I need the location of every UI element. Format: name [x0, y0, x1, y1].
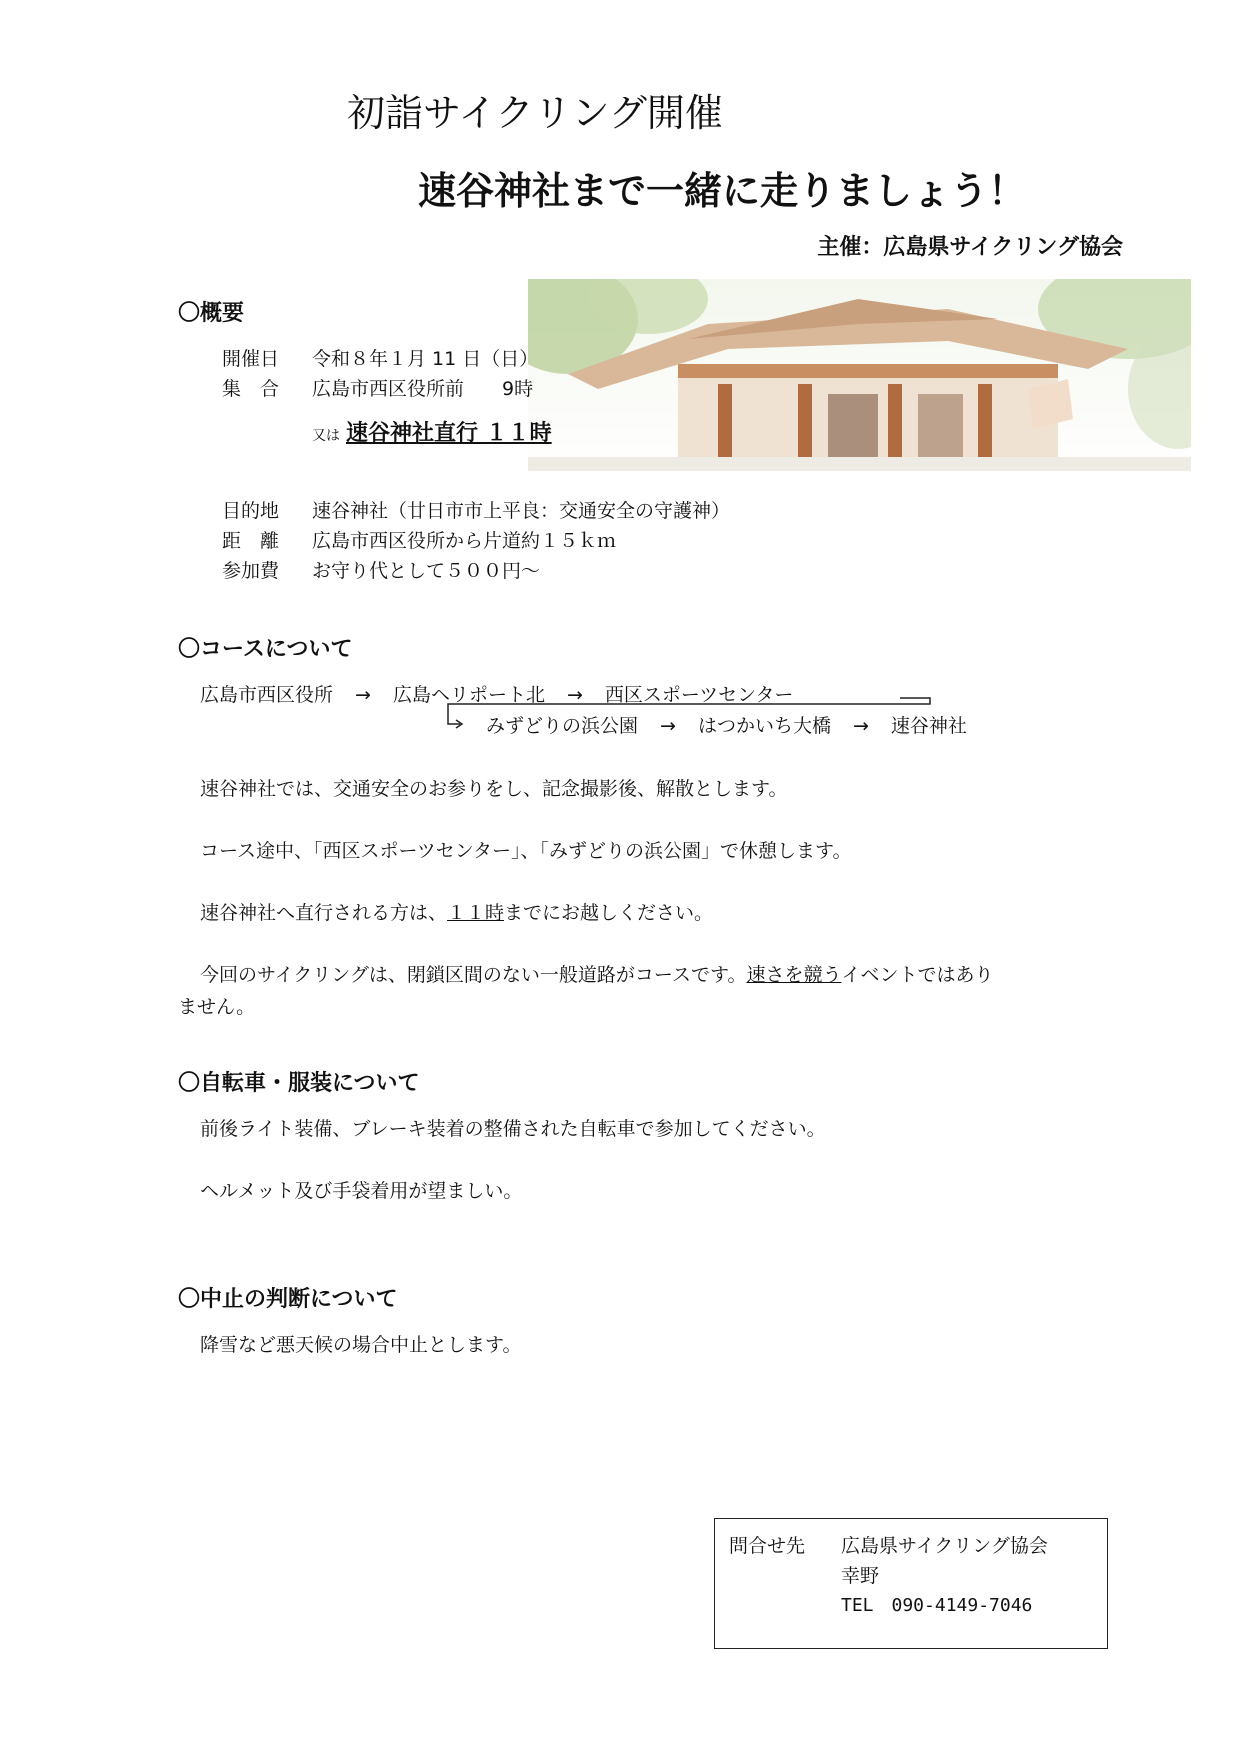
fee-label: 参加費 — [222, 560, 280, 582]
course-heading: 〇コースについて — [178, 637, 353, 662]
contact-org-row — [729, 1531, 1093, 1561]
cancel-heading: 〇中止の判断について — [178, 1287, 398, 1312]
arrow-right-icon: → — [852, 715, 869, 737]
direct-row — [312, 416, 552, 447]
contact-tel: TEL 090-4149-7046 — [841, 1595, 1033, 1616]
contact-person: 幸野 — [841, 1565, 880, 1587]
bike-paragraph-2: ヘルメット及び手袋着用が望ましい。 — [200, 1180, 523, 1202]
destination-row — [222, 496, 730, 523]
contact-label: 問合せ先 — [729, 1535, 806, 1557]
arrow-right-icon: → — [566, 684, 583, 706]
direct-value: 速谷神社直行 １１時 — [346, 421, 552, 446]
distance-label: 距 離 — [222, 530, 280, 552]
distance-row — [222, 526, 616, 553]
meet-row — [222, 374, 533, 401]
route-stop: 速谷神社 — [890, 715, 967, 737]
host-organizer: 主催：広島県サイクリング協会 — [817, 235, 1123, 260]
course-paragraph-1: 速谷神社では、交通安全のお参りをし、記念撮影後、解散とします。 — [200, 778, 788, 800]
course-p3-text: 速谷神社へ直行される方は、 — [200, 902, 448, 924]
course-p4-text-end: イベントではあり — [841, 964, 994, 986]
route-stop: 広島ヘリポート北 — [392, 684, 545, 706]
destination-label: 目的地 — [222, 500, 280, 522]
course-paragraph-4-cont: ません。 — [178, 996, 256, 1018]
contact-org: 広島県サイクリング協会 — [841, 1535, 1048, 1557]
route-stop: みずどりの浜公園 — [486, 715, 639, 737]
fee-value: お守り代として５００円～ — [312, 560, 541, 582]
distance-value: 広島市西区役所から片道約１５ｋｍ — [312, 530, 617, 552]
arrow-right-icon: → — [355, 684, 371, 706]
route-stop: 西区スポーツセンター — [604, 684, 794, 706]
bike-paragraph-1: 前後ライト装備、ブレーキ装着の整備された自転車で参加してください。 — [200, 1118, 826, 1140]
meet-label: 集 合 — [222, 378, 280, 400]
course-p4-underline: 速さを競う — [746, 964, 842, 986]
overview-heading: 〇概要 — [178, 301, 245, 326]
course-paragraph-4 — [200, 960, 993, 987]
route-stop: 広島市西区役所 — [200, 684, 334, 706]
course-p3-text-end: までにお越しください。 — [504, 902, 714, 924]
course-p4-text: 今回のサイクリングは、閉鎖区間のない一般道路がコースです。 — [200, 964, 747, 986]
date-row — [222, 344, 538, 371]
course-p3-underline: １１時 — [447, 902, 505, 924]
meet-value: 広島市西区役所前 9時 — [312, 378, 534, 400]
bike-heading: 〇自転車・服装について — [178, 1071, 420, 1096]
route-stop: はつかいち大橋 — [697, 715, 831, 737]
destination-value: 速谷神社（廿日市市上平良：交通安全の守護神） — [312, 500, 731, 522]
date-value: 令和８年１月 11 日（日） — [312, 348, 539, 370]
direct-prefix: 又は — [312, 428, 340, 444]
route-line-2 — [486, 711, 967, 738]
cancel-paragraph: 降雪など悪天候の場合中止とします。 — [200, 1334, 522, 1356]
shrine-photo — [528, 279, 1191, 471]
course-paragraph-2: コース途中、「西区スポーツセンター」、「みずどりの浜公園」で休憩します。 — [200, 840, 852, 862]
contact-box — [714, 1518, 1108, 1649]
arrow-right-icon: → — [660, 715, 676, 737]
fee-row — [222, 556, 540, 583]
date-label: 開催日 — [222, 348, 280, 370]
course-paragraph-3 — [200, 898, 713, 925]
page-title: 初詣サイクリング開催 — [347, 91, 723, 135]
page-subtitle: 速谷神社まで一緒に走りましょう！ — [418, 169, 1027, 213]
